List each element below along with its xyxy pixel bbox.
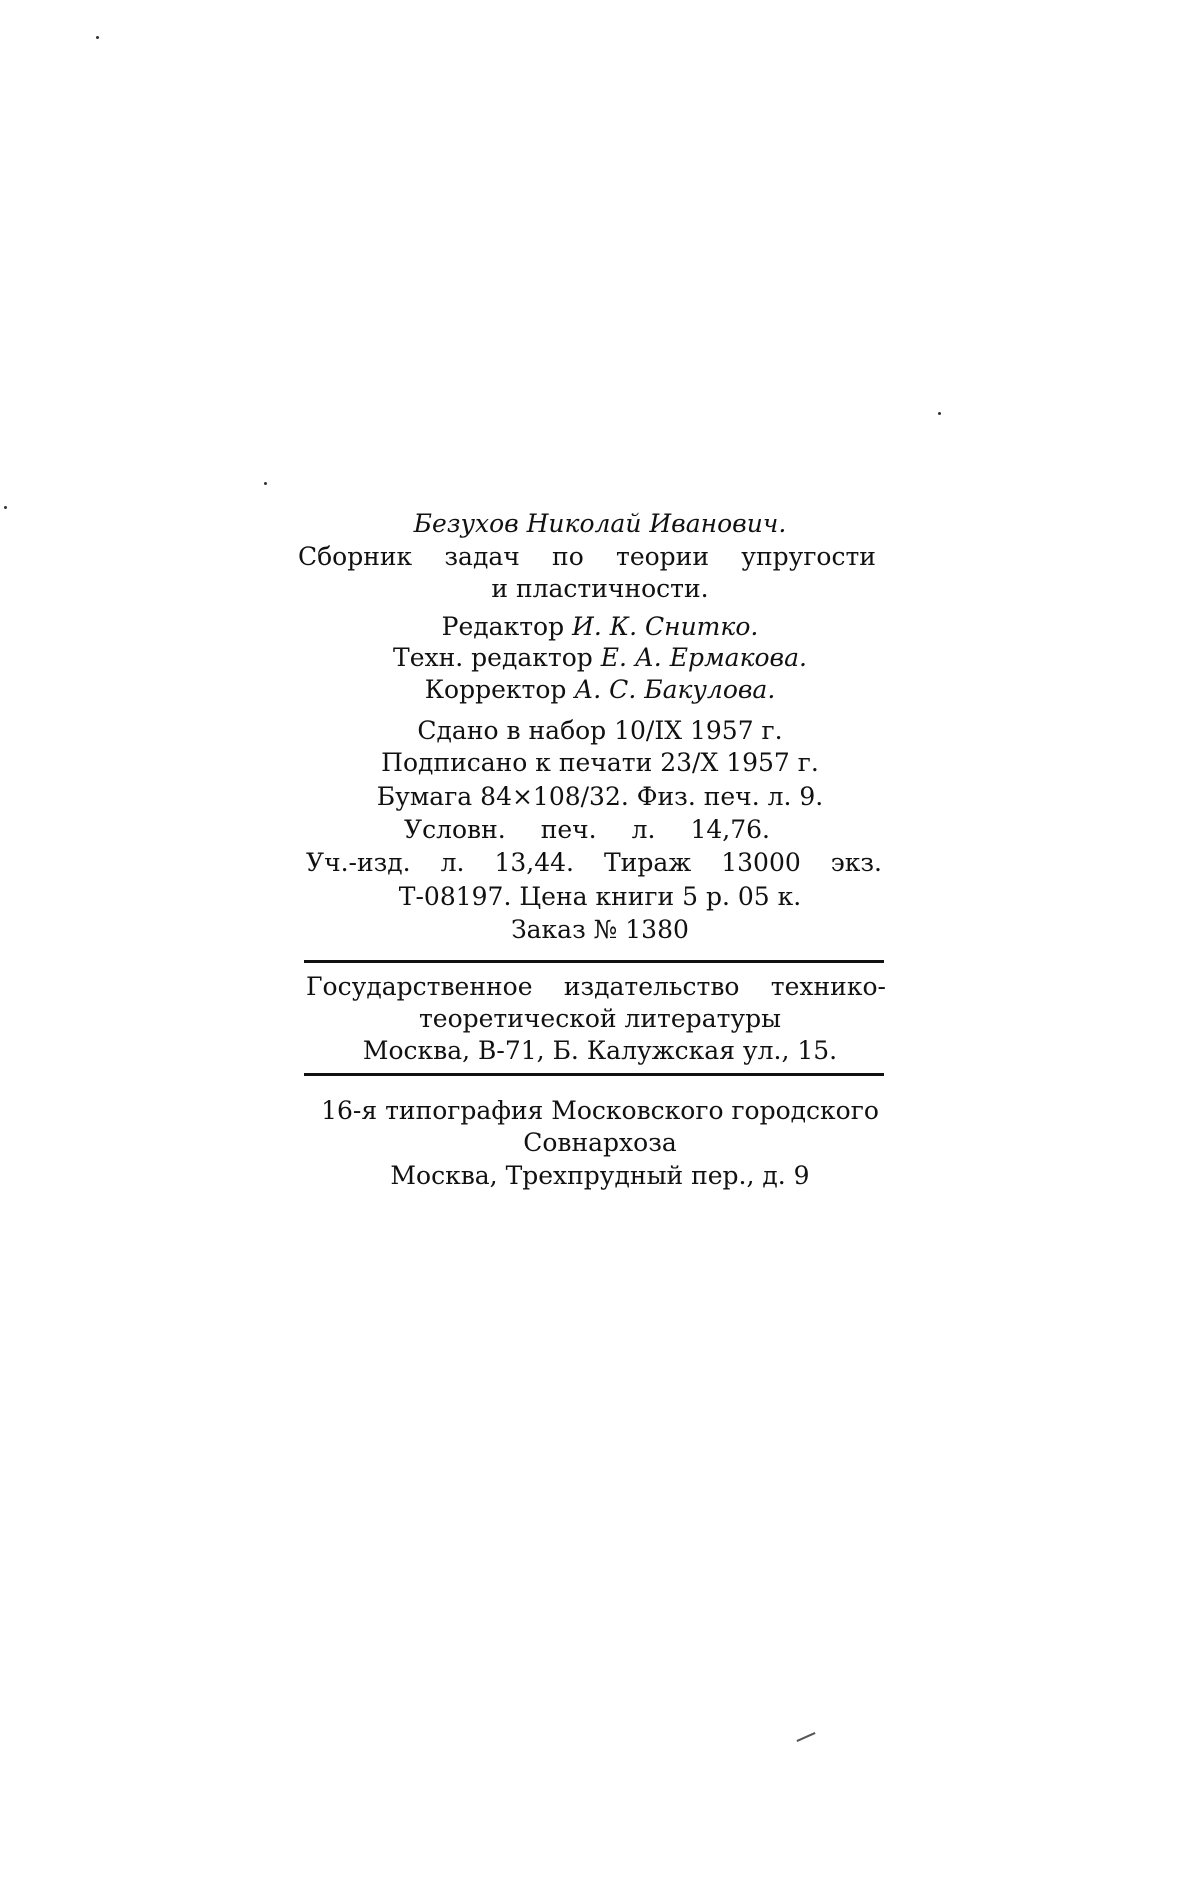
publisher-word: Государственное [306,972,533,1001]
title-word: Сборник [298,542,413,571]
title-word: теории [615,542,709,571]
edition-word: Уч.-изд. [306,848,411,877]
typeset-date: Сдано в набор 10/IX 1957 г. [417,716,783,745]
printer-line-2: Совнархоза [523,1128,677,1157]
price-line: Т-08197. Цена книги 5 р. 05 к. [398,882,802,911]
divider-rule [304,960,884,963]
book-title-line-1 [298,542,876,572]
printer-address: Москва, Трехпрудный пер., д. 9 [390,1161,810,1190]
edition-word: 13000 [721,848,801,877]
edition-word: л. [440,848,465,877]
scan-speck [96,36,99,39]
publisher-word: издательство [563,972,740,1001]
sheets-word: 14,76. [690,815,770,844]
sheets-word: печ. [540,815,597,844]
publisher-word: технико- [770,972,886,1001]
scan-speck [264,482,267,485]
publisher-line-2: теоретической литературы [418,1004,782,1033]
conditional-sheets [404,815,770,845]
sheets-word: л. [631,815,656,844]
order-number: Заказ № 1380 [511,915,689,944]
author-name: Безухов Николай Иванович. [413,509,787,538]
proofreader-credit [0,675,1200,705]
editor-label: Редактор [441,612,565,641]
scan-mark [796,1732,815,1742]
title-word: упругости [741,542,876,571]
proofreader-label: Корректор [424,675,567,704]
divider-rule [304,1073,884,1076]
editor-credit [0,612,1200,642]
publisher-line-1 [306,972,886,1002]
edition-word: Тираж [604,848,692,877]
printer-line-1: 16-я типография Московского городского [321,1096,879,1125]
proofreader-name: А. С. Бакулова. [574,675,776,704]
edition-info [306,848,882,878]
edition-word: 13,44. [494,848,574,877]
publisher-address: Москва, В-71, Б. Калужская ул., 15. [362,1036,838,1065]
paper-format: Бумага 84×108/32. Физ. печ. л. 9. [376,782,824,811]
editor-name: И. К. Снитко. [572,612,759,641]
sheets-word: Условн. [404,815,506,844]
tech-editor-label: Техн. редактор [393,643,593,672]
title-word: задач [444,542,520,571]
signed-date: Подписано к печати 23/X 1957 г. [381,748,819,777]
scan-speck [938,412,941,415]
edition-word: экз. [830,848,882,877]
tech-editor-credit [0,643,1200,673]
title-word: по [552,542,584,571]
book-title-line-2: и пластичности. [491,574,709,603]
tech-editor-name: Е. А. Ермакова. [600,643,807,672]
